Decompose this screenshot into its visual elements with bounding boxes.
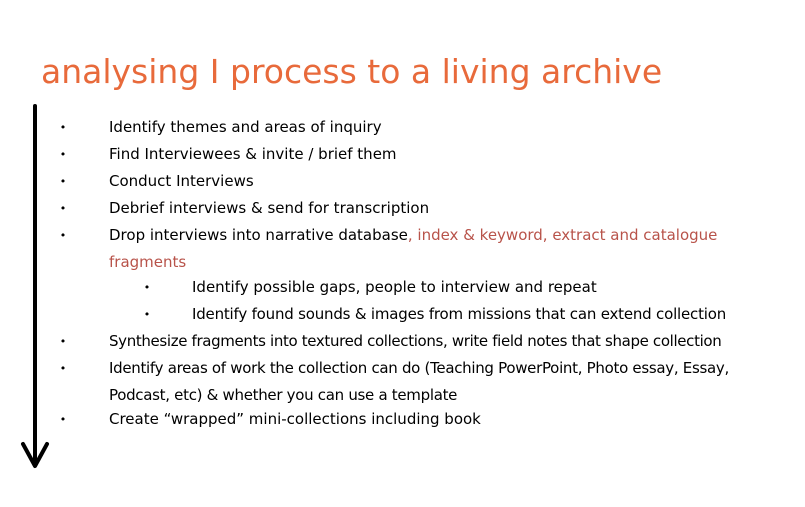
bullet-marker: • — [59, 175, 67, 188]
list-item-text-main: Drop interviews into narrative database — [109, 226, 408, 244]
list-item-text: Synthesize fragments into textured collections, write field notes that shape collection — [109, 332, 722, 350]
bullet-marker: • — [59, 413, 67, 426]
bullet-marker: • — [59, 202, 67, 215]
slide-title: analysing I process to a living archive — [41, 52, 663, 91]
list-item-text: Find Interviewees & invite / brief them — [109, 145, 397, 163]
list-item-text — [109, 222, 759, 276]
list-item-text: Identify themes and areas of inquiry — [109, 118, 382, 136]
list-item-text-accent: , index & keyword, extract and catalogue fragments — [109, 226, 718, 271]
list-item-text: Create “wrapped” mini-collections including book — [109, 410, 481, 428]
bullet-marker: • — [59, 148, 67, 161]
list-item-text: Identify possible gaps, people to interview and repeat — [192, 278, 597, 296]
down-arrow-icon — [20, 104, 52, 472]
list-item-text: Debrief interviews & send for transcription — [109, 199, 430, 217]
list-item-text: Conduct Interviews — [109, 172, 254, 190]
bullet-marker: • — [59, 229, 67, 242]
bullet-marker: • — [59, 362, 67, 375]
bullet-marker: • — [59, 335, 67, 348]
bullet-marker: • — [143, 308, 151, 321]
list-item-text: Identify areas of work the collection can do (Teaching PowerPoint, Photo essay, Essay, Podcast, etc) & whether you can use a template — [109, 359, 729, 404]
list-item-text: Identify found sounds & images from missions that can extend collection — [192, 305, 727, 323]
bullet-marker: • — [143, 281, 151, 294]
bullet-marker: • — [59, 121, 67, 134]
